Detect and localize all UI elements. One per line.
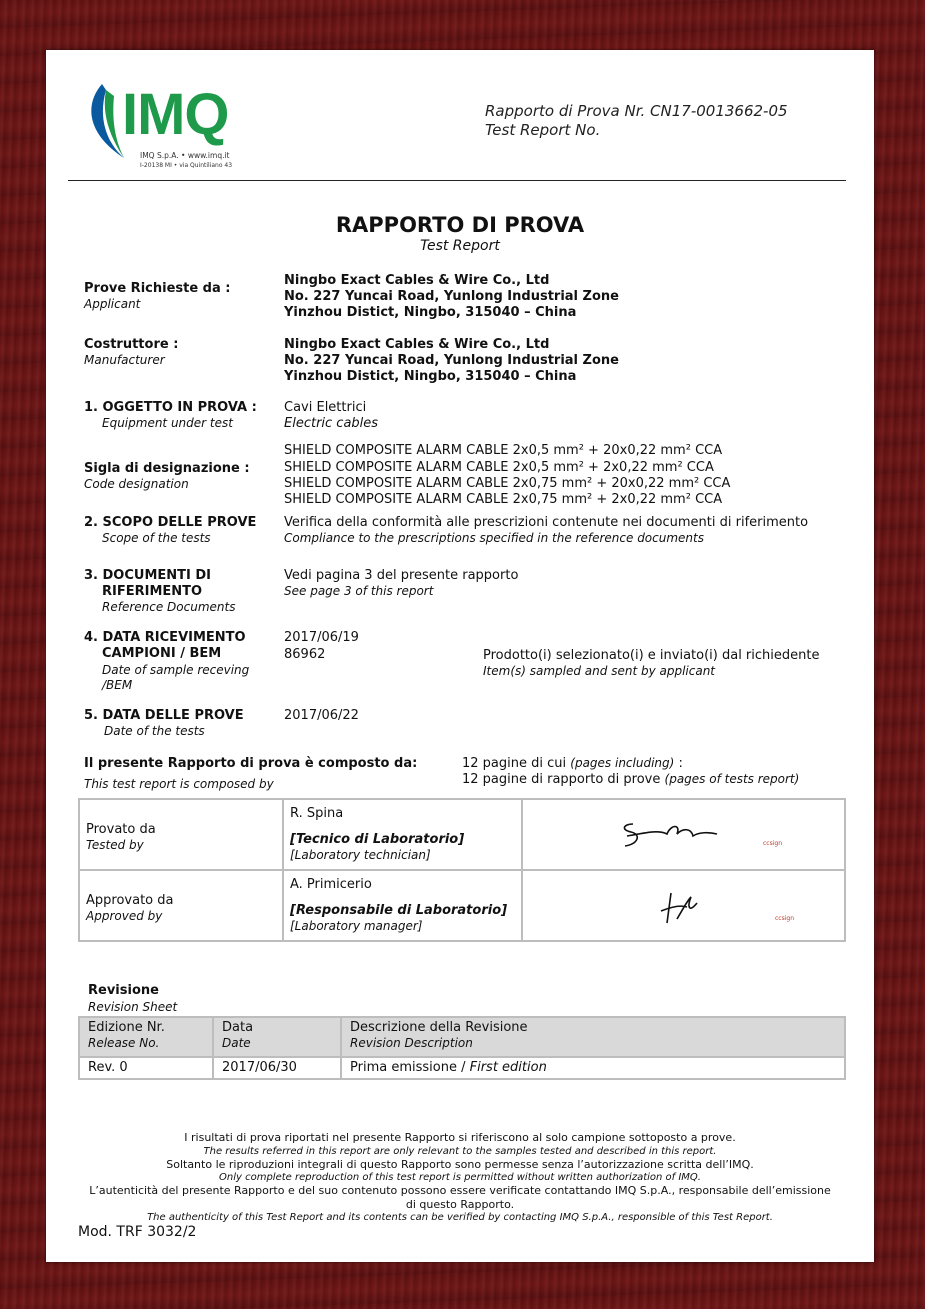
revision-title: Revisione xyxy=(88,983,159,998)
footer-line: I risultati di prova riportati nel presente Rapporto si riferiscono al solo campione sottoposto a prove. xyxy=(184,1131,736,1144)
composition-label-en: This test report is composed by xyxy=(84,777,274,791)
manufacturer-label-en: Manufacturer xyxy=(84,353,165,367)
signer-title: [Tecnico di Laboratorio] xyxy=(290,832,465,847)
model-code: Mod. TRF 3032/2 xyxy=(78,1224,197,1240)
digital-sign-stamp: ccsign xyxy=(763,840,783,847)
signature-role: Approvato da xyxy=(86,893,174,908)
logo-line1: IMQ S.p.A. • www.imq.it xyxy=(140,151,230,160)
column-header-en: Revision Description xyxy=(350,1036,473,1050)
revision-title-en: Revision Sheet xyxy=(88,1000,178,1014)
manufacturer-label: Costruttore : xyxy=(84,337,179,352)
digital-sign-stamp: ccsign xyxy=(775,915,795,922)
signature-row xyxy=(79,799,845,870)
manufacturer-line: Yinzhou Distict, Ningbo, 315040 – China xyxy=(284,369,577,384)
receipt-note-en: Item(s) sampled and sent by applicant xyxy=(483,664,716,678)
signature-role-en: Approved by xyxy=(86,909,163,923)
logo-wordmark: IMQ xyxy=(122,82,229,147)
table-row xyxy=(79,1057,845,1079)
header-divider xyxy=(68,180,846,181)
column-header-en: Release No. xyxy=(88,1036,160,1050)
footer-line: Only complete reproduction of this test report is permitted without written authorization of IMQ. xyxy=(219,1172,701,1183)
page-subtitle: Test Report xyxy=(420,238,500,254)
scope-value: Verifica della conformità alle prescrizioni contenute nei documenti di riferimento xyxy=(284,515,809,530)
receipt-label-2: CAMPIONI / BEM xyxy=(102,646,222,661)
receipt-note: Prodotto(i) selezionato(i) e inviato(i) dal richiedente xyxy=(483,648,820,663)
tests-date-value: 2017/06/22 xyxy=(284,708,359,723)
signature-table xyxy=(78,798,846,942)
documents-label: 3. DOCUMENTI DI xyxy=(84,568,212,583)
footer-line: L’autenticità del presente Rapporto e del suo contenuto possono essere verificate contattando IMQ S.p.A., responsabile dell’emissione xyxy=(89,1184,831,1197)
object-value: Cavi Elettrici xyxy=(284,400,367,415)
page-title: RAPPORTO DI PROVA xyxy=(335,213,585,237)
documents-label-en: Reference Documents xyxy=(102,600,236,614)
certificate-page xyxy=(46,50,874,1262)
designation-line: SHIELD COMPOSITE ALARM CABLE 2x0,75 mm² + 2x0,22 mm² CCA xyxy=(284,492,723,507)
signer-title-en: [Laboratory technician] xyxy=(290,848,431,862)
applicant-line: No. 227 Yuncai Road, Yunlong Industrial Zone xyxy=(284,289,619,304)
imq-logo xyxy=(84,80,254,175)
signature-row xyxy=(79,870,845,941)
object-label: 1. OGGETTO IN PROVA : xyxy=(84,400,257,415)
designation-line: SHIELD COMPOSITE ALARM CABLE 2x0,5 mm² + 20x0,22 mm² CCA xyxy=(284,443,723,458)
revision-date: 2017/06/30 xyxy=(213,1057,341,1079)
footer-line: Soltanto le riproduzioni integrali di questo Rapporto sono permesse senza l’autorizzazione scritta dell’IMQ. xyxy=(166,1157,754,1171)
receipt-label-en-2: /BEM xyxy=(102,678,133,692)
scope-value-en: Compliance to the prescriptions specified in the reference documents xyxy=(284,531,704,545)
documents-label-2: RIFERIMENTO xyxy=(102,584,203,599)
revision-desc: Prima emissione / First edition xyxy=(341,1057,845,1079)
scope-label-en: Scope of the tests xyxy=(102,531,211,545)
object-value-en: Electric cables xyxy=(284,416,379,431)
tests-date-label-en: Date of the tests xyxy=(104,724,205,738)
documents-value-en: See page 3 of this report xyxy=(284,584,434,598)
footer-line: The authenticity of this Test Report and its contents can be verified by contacting IMQ S.p.A., responsible of this Test Report. xyxy=(147,1212,773,1223)
tests-date-label: 5. DATA DELLE PROVE xyxy=(84,708,244,723)
composition-label: Il presente Rapporto di prova è composto da: xyxy=(84,756,418,771)
manufacturer-line: No. 227 Yuncai Road, Yunlong Industrial Zone xyxy=(284,353,619,368)
signer-title: [Responsabile di Laboratorio] xyxy=(290,903,508,918)
designation-line: SHIELD COMPOSITE ALARM CABLE 2x0,5 mm² + 2x0,22 mm² CCA xyxy=(284,460,714,475)
designation-label: Sigla di designazione : xyxy=(84,461,250,476)
receipt-label: 4. DATA RICEVIMENTO xyxy=(84,630,246,645)
signature-role-en: Tested by xyxy=(86,838,144,852)
composition-pages: 12 pagine di cui (pages including) : xyxy=(462,756,683,771)
designation-label-en: Code designation xyxy=(84,477,189,491)
logo-line2: I-20138 MI • via Quintiliano 43 xyxy=(140,162,233,169)
receipt-date: 2017/06/19 xyxy=(284,630,359,645)
footer-line: di questo Rapporto. xyxy=(405,1197,515,1211)
revision-table xyxy=(78,1016,846,1080)
receipt-label-en: Date of sample receving xyxy=(102,663,250,677)
column-header: Data xyxy=(222,1020,254,1035)
handwritten-signature-icon xyxy=(619,814,723,854)
footer-disclaimer xyxy=(46,1131,874,1224)
applicant-line: Ningbo Exact Cables & Wire Co., Ltd xyxy=(284,273,550,288)
signer-title-en: [Laboratory manager] xyxy=(290,919,423,933)
footer-line: The results referred in this report are only relevant to the samples tested and described in this report. xyxy=(203,1145,717,1157)
column-header: Descrizione della Revisione xyxy=(350,1020,528,1035)
applicant-line: Yinzhou Distict, Ningbo, 315040 – China xyxy=(284,305,577,320)
column-header: Edizione Nr. xyxy=(88,1020,165,1035)
report-number: Rapporto di Prova Nr. CN17-0013662-05 xyxy=(485,102,788,120)
revision-release: Rev. 0 xyxy=(79,1057,213,1079)
handwritten-signature-icon xyxy=(657,889,701,927)
signer-name: R. Spina xyxy=(290,806,344,821)
manufacturer-line: Ningbo Exact Cables & Wire Co., Ltd xyxy=(284,337,550,352)
applicant-label-en: Applicant xyxy=(84,297,141,311)
designation-line: SHIELD COMPOSITE ALARM CABLE 2x0,75 mm² + 20x0,22 mm² CCA xyxy=(284,476,731,491)
object-label-en: Equipment under test xyxy=(102,416,233,430)
revision-header-row xyxy=(79,1017,845,1057)
receipt-bem: 86962 xyxy=(284,647,326,662)
signature-role: Provato da xyxy=(86,822,156,837)
report-number-en: Test Report No. xyxy=(485,121,601,139)
scope-label: 2. SCOPO DELLE PROVE xyxy=(84,515,257,530)
column-header-en: Date xyxy=(222,1036,251,1050)
documents-value: Vedi pagina 3 del presente rapporto xyxy=(284,568,519,583)
signer-name: A. Primicerio xyxy=(290,877,372,892)
composition-test-pages: 12 pagine di rapporto di prove (pages of tests report) xyxy=(462,772,800,787)
applicant-label: Prove Richieste da : xyxy=(84,281,231,296)
